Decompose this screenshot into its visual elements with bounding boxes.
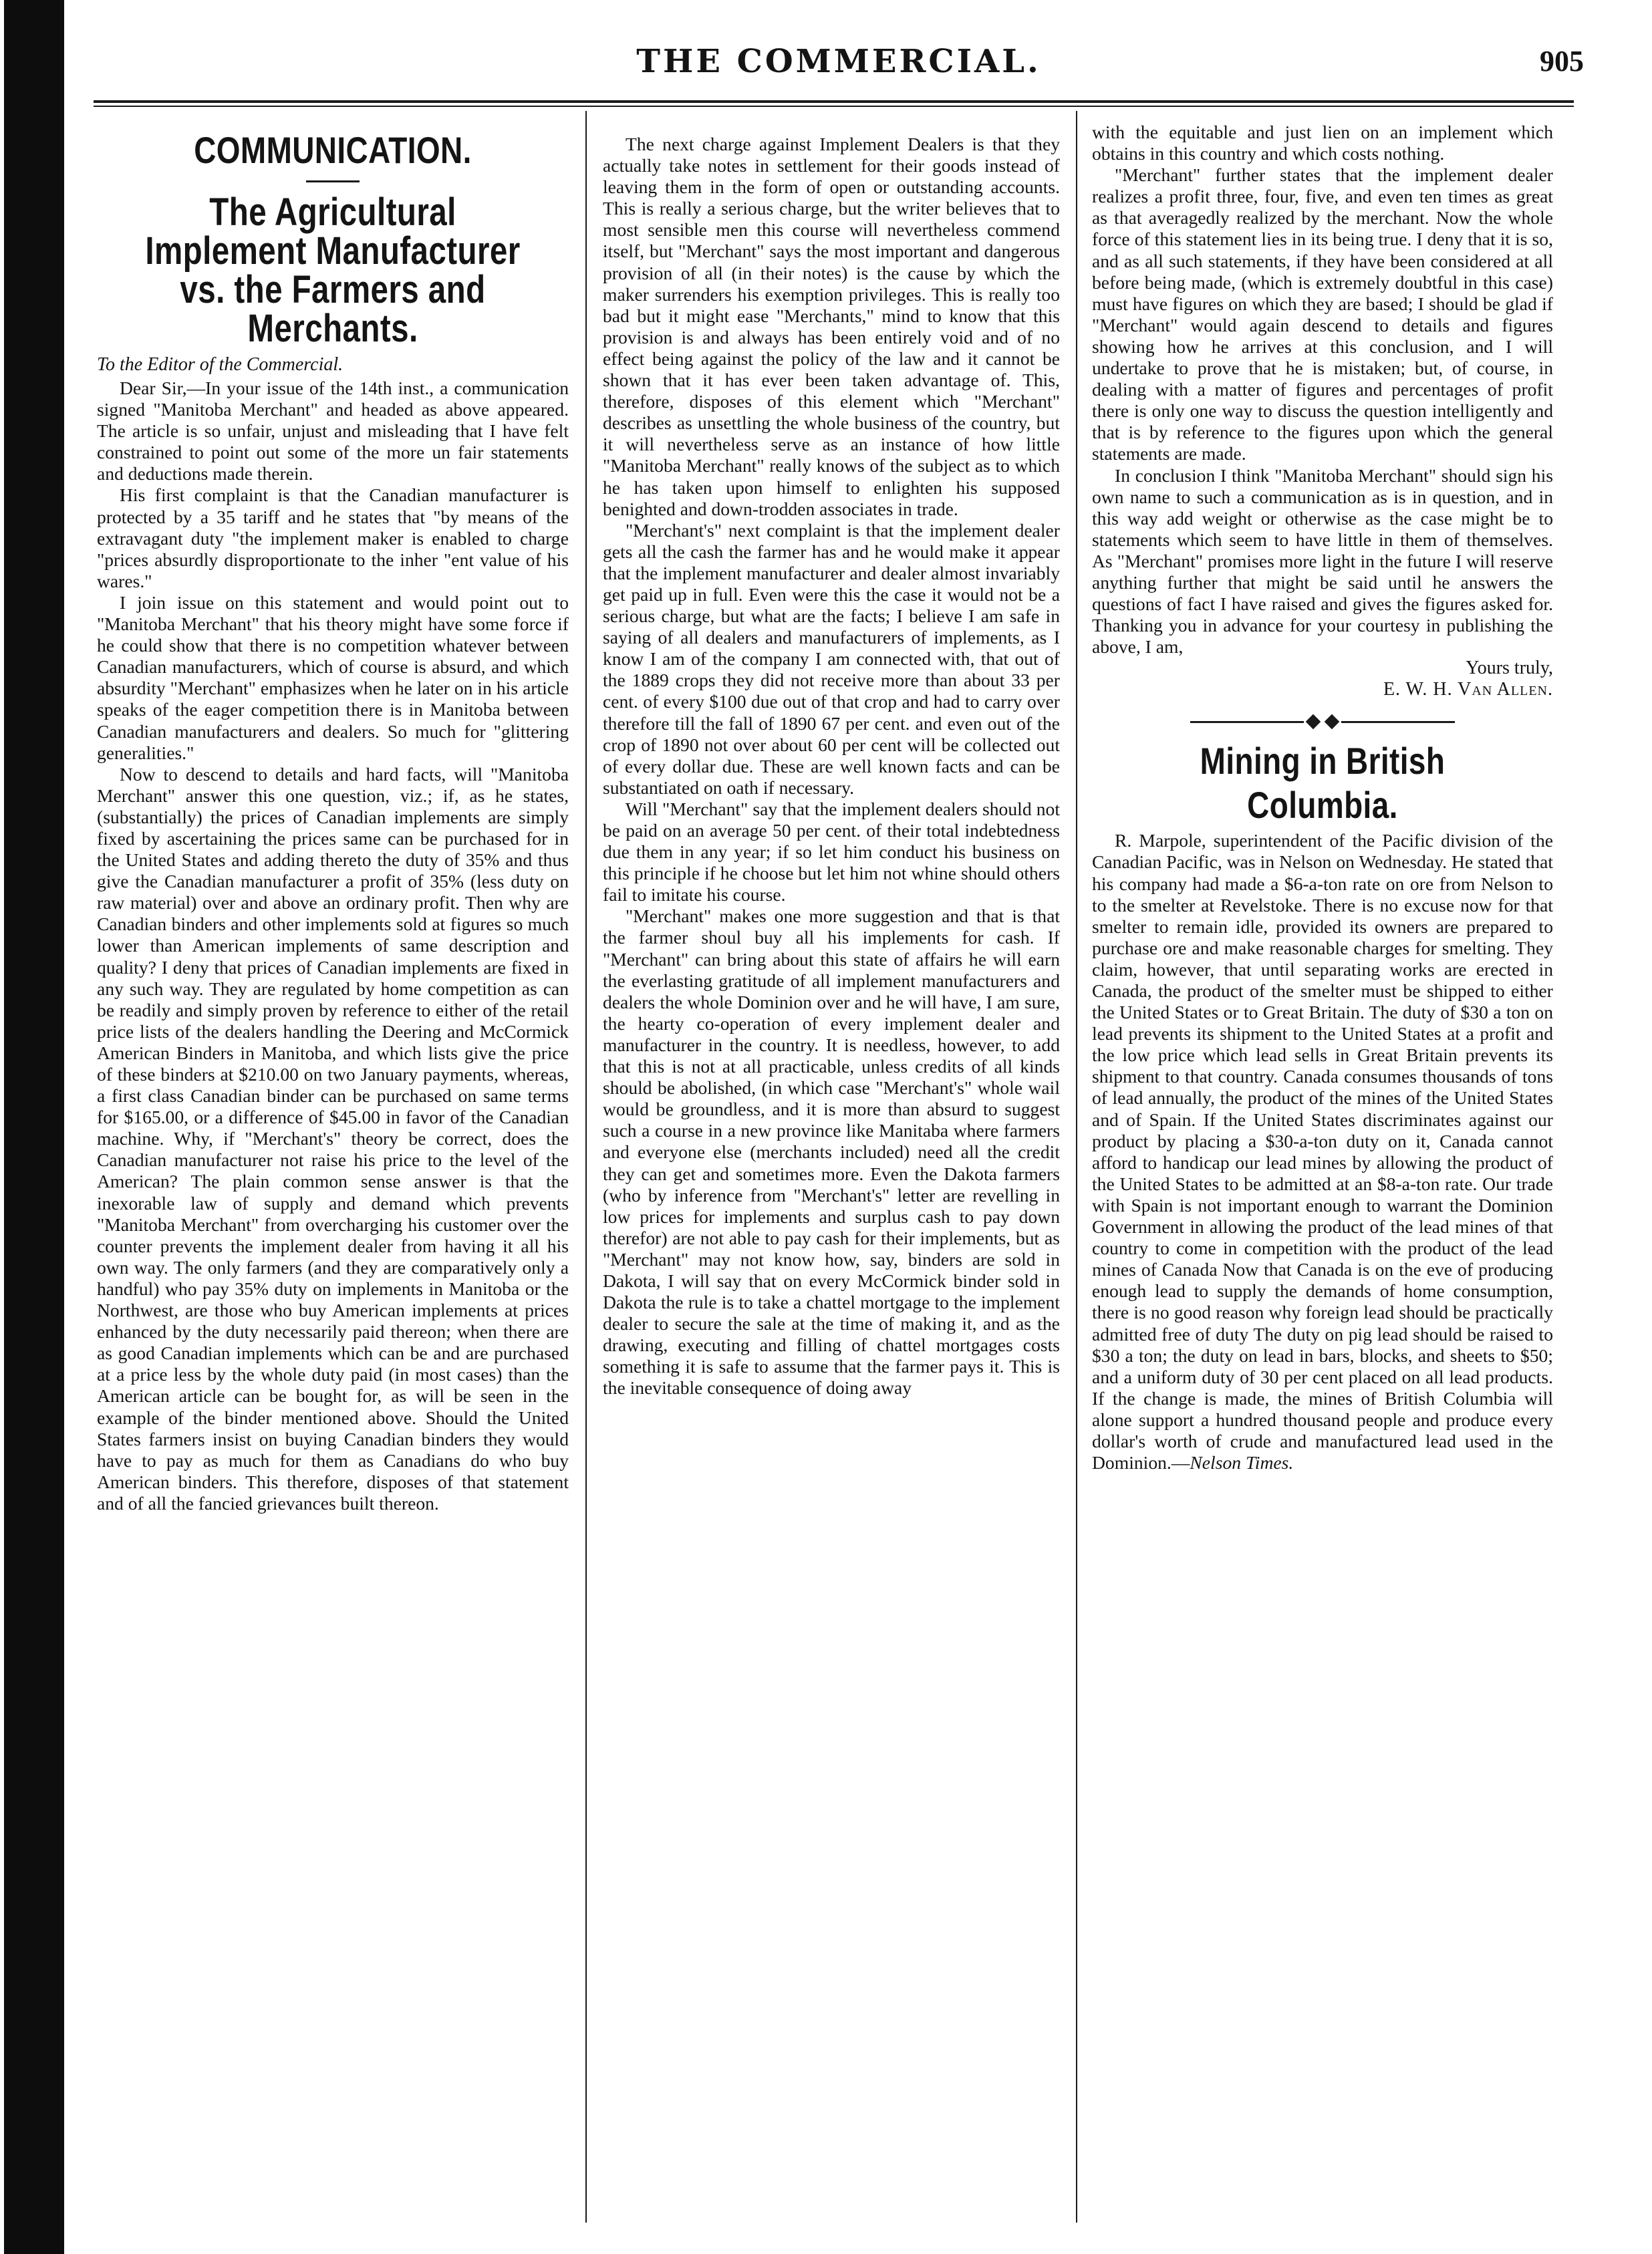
column-divider-1 (585, 111, 587, 2223)
article-paragraph (1092, 830, 1553, 1473)
article-paragraph: "Merchant" further states that the implement dealer realizes a profit three, four, five, and even ten times as great as that averagedly realized by the merchant. Now the whole force of this statement lies in its being true. I deny that it is so, and as all such statements, if they have been considered at all before being made, (which is extremely doubtful in this case) must have figures on which they are based; I should be glad if "Merchant" would again descend to details and figures showing how he arrives at this conclusion, and I will undertake to prove that he is mistaken; but, of course, in dealing with a matter of figures and percentages of profit there is only one way to discuss the question intelligently and that is by reference to the figures upon which the general statements are made. (1092, 164, 1553, 464)
masthead (94, 39, 1584, 92)
salutation: To the Editor of the Commercial. (97, 354, 343, 375)
article-paragraph: In conclusion I think "Manitoba Merchant" should sign his own name to such a communication as is in question, and in this way add weight or otherwise as the case might be to statements which seem to have little in them of themselves. As "Merchant" promises more light in the future I will reserve anything further that might be said until he answers the questions of fact I have raised and gives the figures asked for. Thanking you in advance for your courtesy in publishing the above, I am, (1092, 464, 1553, 658)
mining-headline: Mining in British Columbia. (1200, 740, 1446, 827)
article-paragraph: with the equitable and just lien on an implement which obtains in this country and which costs nothing. (1092, 122, 1553, 164)
article-paragraph: "Merchant's" next complaint is that the implement dealer gets all the cash the farmer has and he would make it appear that the implement manufacturer and dealer almost invariably get paid up in full. Even were this the case it would not be a serious charge, but what are the facts; I believe I am safe in saying of all dealers and manufacturers of implements, as I know I am of the company I am connected with, that out of the 1889 crops they did not receive more than about 33 per cent. of every $100 due out of that crop and had to carry over therefore till the fall of 1890 67 per cent. and even out of the crop of 1890 not over about 60 per cent will be collected out of every dollar due. These are well known facts and can be substantiated on oath if necessary. (603, 519, 1060, 798)
column-2 (603, 134, 1060, 2225)
article-paragraph: His first complaint is that the Canadian manufacturer is protected by a 35 tariff and he states that "by means of the extravagant duty "the implement maker is enabled to charge "prices absurdly disproportionate to the inher "ent value of his wares." (97, 484, 569, 591)
article-paragraph: I join issue on this statement and would point out to "Manitoba Merchant" that his theory might have some force if he could show that there is no competition whatever between Canadian manufacturers, which of course is absurd, and which absurdity "Merchant" emphasizes when he later on in his article speaks of the eager competition there is in Manitoba between Canadian manufacturers and dealers. So much for "glittering generalities." (97, 591, 569, 763)
page-number: 905 (1540, 45, 1584, 78)
column-1 (97, 122, 569, 2227)
source-credit: Nelson Times. (1190, 1452, 1294, 1473)
column-3 (1092, 122, 1553, 2227)
article-headline: The Agricultural Implement Manufacturer vs. the Farmers and Merchants. (145, 190, 521, 350)
mining-body: R. Marpole, superintendent of the Pacific division of the Canadian Pacific, was in Nelson on Wednesday. He stated that his company had made a $6-a-ton rate on ore from Nelson to to the smelter at Revelstoke. There is no excuse now for that smelter to remain idle, provided its owners are prepared to purchase ore and make reasonable charges for smelting. They claim, however, that until separating works are erected in Canada, the product of the smelter must be shipped to either the United States or to Great Britain. The duty of $30 a ton on lead prevents its shipment to the United States at a profit and the low price which lead sells in Great Britain prevents its shipment to that country. Canada consumes thousands of tons of lead annually, the product of the mines of the United States and of Spain. If the United States discriminates against our product by placing a $30-a-ton duty on it, Canada cannot afford to handicap our lead mines by allowing the product of the United States to be admitted at an $8-a-ton rate. Our trade with Spain is not important enough to warrant the Dominion Government in allowing the product of the lead mines of that country to come in competition with the product of the lead mines of Canada Now that Canada is on the eve of producing enough lead to supply the demands of home consumption, there is no good reason why foreign lead should be practically admitted free of duty The duty on pig lead should be raised to $30 a ton; the duty on lead in bars, blocks, and sheets to $50; and a uniform duty of 30 per cent placed on all lead products. If the change is made, the mines of British Columbia will alone support a hundred thousand people and produce every dollar's worth of crude and manufactured lead used in the Dominion.— (1092, 830, 1553, 1473)
section-label-communication: COMMUNICATION. (194, 129, 472, 171)
masthead-rule-top (94, 100, 1574, 103)
article-separator-ornament (1092, 716, 1553, 727)
signature: E. W. H. Van Allen. (1383, 679, 1553, 700)
article-paragraph: "Merchant" makes one more suggestion and that is that the farmer shoul buy all his implements for cash. If "Merchant" can bring about this state of affairs he will earn the everlasting gratitude of all implement manufacturers and dealers the whole Dominion over and he will have, I am sure, the hearty co-operation of every implement dealer and manufacturer in the country. It is needless, however, to add that this is not at all practicable, unless credits of all kinds should be abolished, (in which case "Merchant's" whole wail would be groundless, and it is more than absurd to suggest such a course in a new province like Manitaba where farmers and everyone else (merchants included) need all the credit they can get and sometimes more. Even the Dakota farmers (who by inference from "Merchant's" letter are revelling in low prices for implements and surplus cash to pay down therefor) are not able to pay cash for their implements, but as "Merchant" may not know how, say, binders are sold in Dakota, I will say that on every McCormick binder sold in Dakota the rule is to take a chattel mortgage to the implement dealer to secure the sale at the time of making it, and as the drawing, executing and filling of chattel mortgages costs something it is safe to assume that the farmer pays it. This is the inevitable consequence of doing away (603, 905, 1060, 1399)
article-paragraph: Dear Sir,—In your issue of the 14th inst., a communication signed "Manitoba Merchant" and headed as above appeared. The article is so unfair, unjust and misleading that I have felt constrained to point out some of the more un fair statements and deductions made therein. (97, 378, 569, 484)
article-paragraph: Will "Merchant" say that the implement dealers should not be paid on an average 50 per cent. of their total indebtedness due them in any year; if so let him conduct his business on this principle if he choose but let him not whine should others fail to imitate his course. (603, 798, 1060, 905)
article-paragraph: Now to descend to details and hard facts, will "Manitoba Merchant" answer this one question, viz.; if, as he states, (substantially) the prices of Canadian implements are simply fixed by ascertaining the prices same can be purchased for in the United States and adding thereto the duty of 35% and thus give the Canadian manufacturer a profit of 35% (less duty on raw material) over and above an ordinary profit. Then why are Canadian binders and other implements sold at figures so much lower than American implements of same description and quality? I deny that prices of Canadian implements are fixed in any such way. They are regulated by home competition as can be readily and simply proven by reference to either of the retail price lists of the dealers handling the Deering and McCormick American Binders in Manitoba, and which lists give the price of these binders at $210.00 on two January payments, whereas, a first class Canadian binder can be purchased on same terms for $165.00, or a difference of $45.00 in favor of the Canadian machine. Why, if "Merchant's" theory be correct, does the Canadian manufacturer not raise his price to the level of the American? The plain common sense answer is that the inexorable law of supply and demand which prevents "Manitoba Merchant" from overcharging his customer over the counter prevents the implement dealer from having it all his own way. The only farmers (and they are comparatively only a handful) who pay 35% duty on implements in Manitoba or the Northwest, are those who buy American implements at prices enhanced by the duty necessarily paid thereon; when there are as good Canadian implements which can be and are purchased at a price less by the whole duty paid (in most cases) than the American article can be bought for, as will be seen in the example of the binder mentioned above. Should the United States farmers insist on buying Canadian binders they would have to pay as much for them as Canadians do who buy American binders. This therefore, disposes of that statement and of all the fancied grievances built thereon. (97, 763, 569, 1514)
article-paragraph: The next charge against Implement Dealers is that they actually take notes in settlement for their goods instead of leaving them in the form of open or outstanding accounts. This is really a serious charge, but the writer believes that to most sensible men this course will nevertheless commend itself, but "Merchant" says the most important and dangerous provision of all (in their notes) is the cause by which the maker surrenders his exemption privileges. This is really too bad but it might ease "Merchants," mind to know that this provision is and always has been entirely void and of no effect being against the policy of the law and it cannot be shown that it has ever been taken advantage of. This, therefore, disposes of this element which "Merchant" describes as unsettling the whole business of the country, but it will nevertheless serve as an instance of how little "Manitoba Merchant" really knows of the subject as to which he has taken upon himself to enlighten his supposed benighted and down-trodden associates in trade. (603, 134, 1060, 519)
column-divider-2 (1076, 111, 1077, 2223)
sign-off: Yours truly, (1466, 658, 1553, 679)
binding-edge (4, 0, 64, 2254)
masthead-rule-bottom (94, 106, 1574, 107)
section-divider (306, 180, 360, 182)
newspaper-title: THE COMMERCIAL. (636, 43, 1041, 80)
